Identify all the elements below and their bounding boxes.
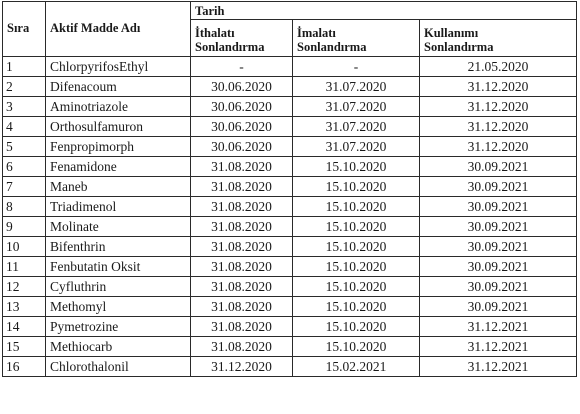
manufacture-end-date: 31.07.2020 [293, 137, 420, 157]
row-number: 11 [3, 257, 46, 277]
use-end-date: 30.09.2021 [420, 157, 577, 177]
table-row [3, 117, 577, 137]
row-number: 4 [3, 117, 46, 137]
use-end-date: 31.12.2021 [420, 357, 577, 377]
row-number: 7 [3, 177, 46, 197]
header-sira: Sıra [3, 2, 46, 57]
table-row [3, 157, 577, 177]
use-end-date: 30.09.2021 [420, 297, 577, 317]
manufacture-end-date: 31.07.2020 [293, 117, 420, 137]
import-end-date: 31.08.2020 [191, 177, 293, 197]
header-imalati [293, 20, 420, 57]
use-end-date: 31.12.2020 [420, 117, 577, 137]
use-end-date: 31.12.2020 [420, 97, 577, 117]
use-end-date: 30.09.2021 [420, 277, 577, 297]
manufacture-end-date: - [293, 57, 420, 77]
use-end-date: 21.05.2020 [420, 57, 577, 77]
import-end-date: 31.08.2020 [191, 157, 293, 177]
active-substance-table [2, 1, 577, 377]
manufacture-end-date: 31.07.2020 [293, 97, 420, 117]
import-end-date: - [191, 57, 293, 77]
row-number: 15 [3, 337, 46, 357]
use-end-date: 30.09.2021 [420, 257, 577, 277]
manufacture-end-date: 15.10.2020 [293, 317, 420, 337]
import-end-date: 31.08.2020 [191, 217, 293, 237]
table-row [3, 137, 577, 157]
manufacture-end-date: 15.10.2020 [293, 237, 420, 257]
substance-name: Aminotriazole [46, 97, 191, 117]
manufacture-end-date: 15.10.2020 [293, 277, 420, 297]
row-number: 8 [3, 197, 46, 217]
table-row [3, 337, 577, 357]
substance-name: Difenacoum [46, 77, 191, 97]
table-row [3, 317, 577, 337]
substance-name: Bifenthrin [46, 237, 191, 257]
row-number: 14 [3, 317, 46, 337]
row-number: 2 [3, 77, 46, 97]
use-end-date: 30.09.2021 [420, 217, 577, 237]
use-end-date: 30.09.2021 [420, 177, 577, 197]
table-row [3, 257, 577, 277]
row-number: 6 [3, 157, 46, 177]
use-end-date: 30.09.2021 [420, 237, 577, 257]
substance-name: Chlorothalonil [46, 357, 191, 377]
table-row [3, 57, 577, 77]
manufacture-end-date: 15.10.2020 [293, 217, 420, 237]
table-row [3, 297, 577, 317]
use-end-date: 31.12.2021 [420, 337, 577, 357]
document-page [2, 1, 578, 412]
import-end-date: 31.08.2020 [191, 317, 293, 337]
manufacture-end-date: 15.10.2020 [293, 177, 420, 197]
use-end-date: 31.12.2021 [420, 317, 577, 337]
table-row [3, 197, 577, 217]
use-end-date: 30.09.2021 [420, 197, 577, 217]
header-imalati-line1: İmalatı [297, 26, 336, 40]
header-kullanimi-line2: Sonlandırma [424, 40, 494, 54]
import-end-date: 31.08.2020 [191, 277, 293, 297]
import-end-date: 31.08.2020 [191, 257, 293, 277]
header-ithalati-line1: İthalatı [195, 26, 235, 40]
manufacture-end-date: 15.10.2020 [293, 157, 420, 177]
substance-name: Methomyl [46, 297, 191, 317]
row-number: 12 [3, 277, 46, 297]
use-end-date: 31.12.2020 [420, 77, 577, 97]
import-end-date: 30.06.2020 [191, 77, 293, 97]
substance-name: Molinate [46, 217, 191, 237]
header-imalati-line2: Sonlandırma [297, 40, 367, 54]
import-end-date: 30.06.2020 [191, 97, 293, 117]
manufacture-end-date: 15.10.2020 [293, 257, 420, 277]
substance-name: Triadimenol [46, 197, 191, 217]
manufacture-end-date: 31.07.2020 [293, 77, 420, 97]
use-end-date: 31.12.2020 [420, 137, 577, 157]
substance-name: Orthosulfamuron [46, 117, 191, 137]
import-end-date: 31.08.2020 [191, 297, 293, 317]
table-row [3, 237, 577, 257]
manufacture-end-date: 15.10.2020 [293, 297, 420, 317]
substance-name: Cyfluthrin [46, 277, 191, 297]
row-number: 1 [3, 57, 46, 77]
header-aktif-madde: Aktif Madde Adı [46, 2, 191, 57]
import-end-date: 30.06.2020 [191, 117, 293, 137]
table-row [3, 217, 577, 237]
row-number: 9 [3, 217, 46, 237]
row-number: 13 [3, 297, 46, 317]
row-number: 5 [3, 137, 46, 157]
import-end-date: 30.06.2020 [191, 137, 293, 157]
manufacture-end-date: 15.02.2021 [293, 357, 420, 377]
table-row [3, 97, 577, 117]
header-kullanimi-line1: Kullanımı [424, 26, 479, 40]
row-number: 3 [3, 97, 46, 117]
substance-name: Fenamidone [46, 157, 191, 177]
substance-name: Fenpropimorph [46, 137, 191, 157]
table-row [3, 77, 577, 97]
substance-name: Pymetrozine [46, 317, 191, 337]
header-tarih: Tarih [191, 2, 577, 20]
row-number: 16 [3, 357, 46, 377]
table-row [3, 357, 577, 377]
import-end-date: 31.08.2020 [191, 337, 293, 357]
import-end-date: 31.12.2020 [191, 357, 293, 377]
header-ithalati-line2: Sonlandırma [195, 40, 265, 54]
manufacture-end-date: 15.10.2020 [293, 197, 420, 217]
substance-name: Fenbutatin Oksit [46, 257, 191, 277]
substance-name: ChlorpyrifosEthyl [46, 57, 191, 77]
table-row [3, 177, 577, 197]
header-ithalati [191, 20, 293, 57]
header-kullanimi [420, 20, 577, 57]
row-number: 10 [3, 237, 46, 257]
substance-name: Maneb [46, 177, 191, 197]
substance-name: Methiocarb [46, 337, 191, 357]
import-end-date: 31.08.2020 [191, 237, 293, 257]
import-end-date: 31.08.2020 [191, 197, 293, 217]
table-row [3, 277, 577, 297]
manufacture-end-date: 15.10.2020 [293, 337, 420, 357]
header-row-top [3, 2, 577, 20]
